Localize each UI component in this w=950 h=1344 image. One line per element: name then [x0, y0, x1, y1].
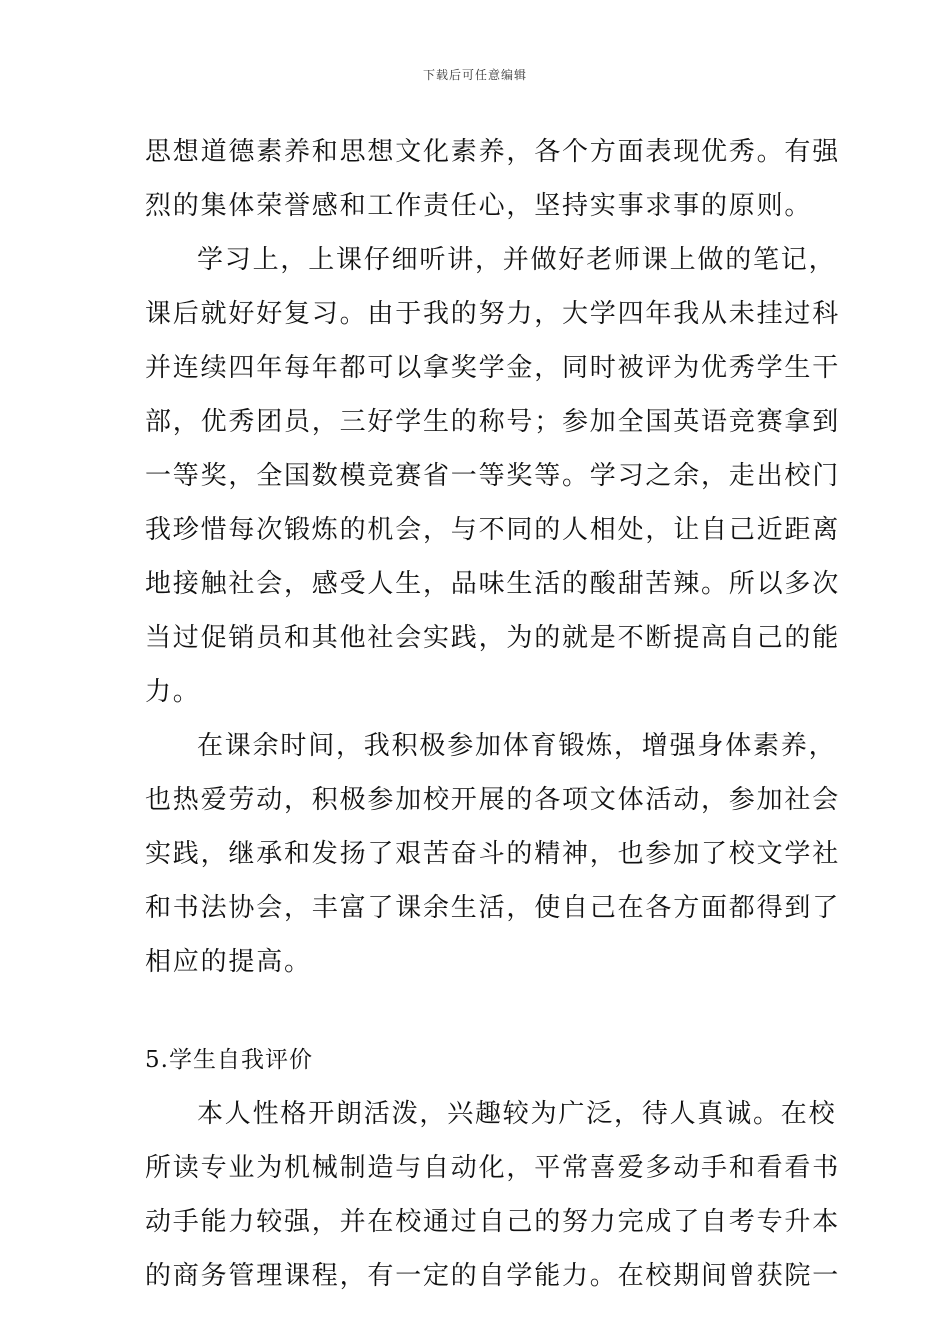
text-line: 课后就好好复习。由于我的努力，大学四年我从未挂过科 — [145, 299, 841, 329]
page-header: 下载后可任意编辑 — [422, 68, 527, 82]
text-line: 烈的集体荣誉感和工作责任心，坚持实事求事的原则。 — [145, 191, 813, 221]
text-line: 动手能力较强，并在校通过自己的努力完成了自考专升本 — [145, 1207, 841, 1237]
text-line: 本人性格开朗活泼，兴趣较为广泛，待人真诚。在校 — [197, 1099, 837, 1129]
text-line: 学习上，上课仔细听讲，并做好老师课上做的笔记， — [197, 245, 837, 275]
text-line: 并连续四年每年都可以拿奖学金，同时被评为优秀学生干 — [145, 353, 841, 383]
self-evaluation-section — [145, 1033, 841, 1303]
section-spacer — [145, 989, 810, 1033]
text-line: 和书法协会，丰富了课余生活，使自己在各方面都得到了 — [145, 893, 841, 923]
text-line: 部，优秀团员，三好学生的称号；参加全国英语竞赛拿到 — [145, 407, 841, 437]
text-line: 我珍惜每次锻炼的机会，与不同的人相处，让自己近距离 — [145, 515, 841, 545]
section-heading: 5.学生自我评价 — [145, 1047, 313, 1073]
paragraph-3 — [145, 719, 841, 989]
document-body — [145, 125, 841, 1303]
text-line: 一等奖，全国数模竞赛省一等奖等。学习之余，走出校门 — [145, 461, 841, 491]
text-line: 在课余时间，我积极参加体育锻炼，增强身体素养， — [197, 731, 837, 761]
text-line: 地接触社会，感受人生，品味生活的酸甜苦辣。所以多次 — [145, 569, 841, 599]
text-line: 当过促销员和其他社会实践，为的就是不断提高自己的能 — [145, 623, 841, 653]
paragraph-2 — [145, 233, 841, 719]
text-line: 的商务管理课程，有一定的自学能力。在校期间曾获院一 — [145, 1261, 841, 1291]
text-line: 也热爱劳动，积极参加校开展的各项文体活动，参加社会 — [145, 785, 841, 815]
text-line: 实践，继承和发扬了艰苦奋斗的精神，也参加了校文学社 — [145, 839, 841, 869]
paragraph-1 — [145, 125, 841, 233]
text-line: 思想道德素养和思想文化素养，各个方面表现优秀。有强 — [145, 137, 841, 167]
text-line: 所读专业为机械制造与自动化，平常喜爱多动手和看看书 — [145, 1153, 841, 1183]
text-line: 相应的提高。 — [145, 947, 312, 977]
text-line: 力。 — [145, 677, 201, 707]
